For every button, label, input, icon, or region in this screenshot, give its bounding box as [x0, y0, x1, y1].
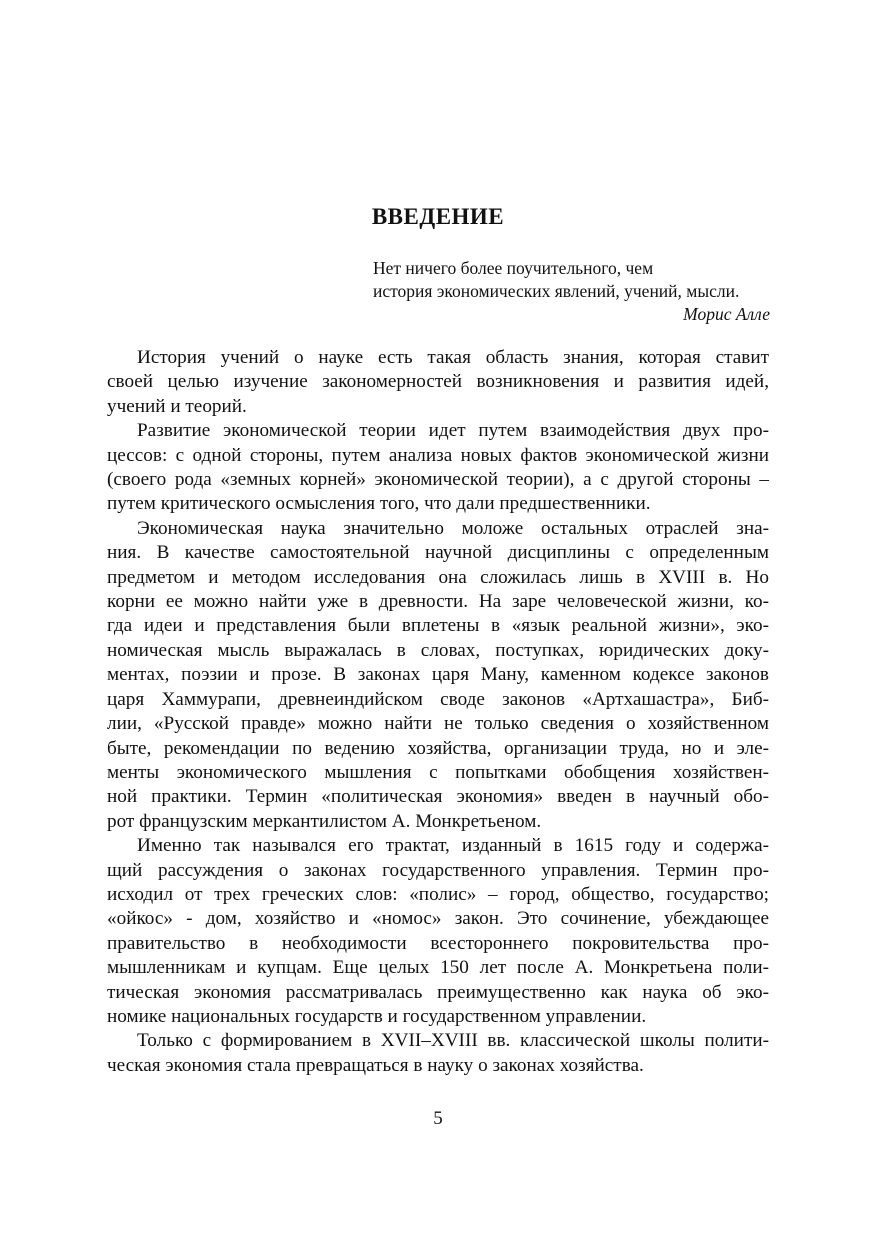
text-line: рот французским меркантилистом А. Монкретьеном.: [107, 810, 542, 832]
paragraph-4: [107, 834, 769, 1029]
text-line: быте, рекомендации по ведению хозяйства, организации труда, но и эле-: [107, 737, 769, 759]
text-line: «ойкос» - дом, хозяйство и «номос» закон. Это сочинение, убеждающее: [107, 908, 769, 930]
text-line: мышленникам и купцам. Еще целых 150 лет после А. Монкретьена поли-: [107, 957, 769, 979]
text-line: Экономическая наука значительно моложе остальных отраслей зна-: [137, 517, 769, 539]
text-line: ной практики. Термин «политическая экономия» введен в научный обо-: [107, 786, 769, 808]
text-line: гда идеи и представления были вплетены в «язык реальной жизни», эко-: [107, 615, 769, 637]
text-line: Именно так назывался его трактат, изданный в 1615 году и содержа-: [137, 835, 769, 857]
epigraph-line: история экономических явлений, учений, мысли.: [373, 281, 740, 301]
text-line: ния. В качестве самостоятельной научной дисциплины с определенным: [107, 542, 769, 564]
text-line: Только с формированием в XVII–XVIII вв. классической школы полити-: [137, 1030, 769, 1052]
text-line: (своего рода «земных корней» экономической теории), а с другой стороны –: [107, 469, 769, 491]
text-line: путем критического осмысления того, что дали предшественники.: [107, 493, 651, 515]
text-line: Развитие экономической теории идет путем взаимодействия двух про-: [137, 420, 769, 442]
text-line: цессов: с одной стороны, путем анализа новых фактов экономической жизни: [107, 444, 769, 466]
text-line: щий рассуждения о законах государственного управления. Термин про-: [107, 859, 769, 881]
text-line: исходил от трех греческих слов: «полис» – город, общество, государство;: [107, 883, 769, 905]
text-line: учений и теорий.: [107, 395, 247, 417]
page-title: ВВЕДЕНИЕ: [371, 204, 505, 229]
paragraph-5: [107, 1029, 769, 1078]
paragraph-3: [107, 517, 769, 834]
paragraph-1: [107, 346, 769, 419]
text-line: правительство в необходимости всестороннего покровительства про-: [107, 932, 769, 954]
text-line: История учений о науке есть такая область знания, которая ставит: [137, 347, 769, 368]
paragraph-2: [107, 419, 769, 517]
text-line: ментах, поэзии и прозе. В законах царя Ману, каменном кодексе законов: [107, 664, 769, 686]
text-line: ческая экономия стала превращаться в науку о законах хозяйства.: [107, 1054, 644, 1076]
text-line: царя Хаммурапи, древнеиндийском своде законов «Артхашастра», Биб-: [107, 688, 769, 710]
body-text: [107, 346, 769, 1078]
text-line: менты экономического мышления с попытками обобщения хозяйствен-: [107, 761, 769, 783]
text-line: корни ее можно найти уже в древности. На заре человеческой жизни, ко-: [107, 591, 769, 613]
epigraph-author: Морис Алле: [683, 304, 770, 324]
epigraph: [373, 257, 773, 326]
text-line: своей целью изучение закономерностей возникновения и развития идей,: [107, 371, 769, 393]
text-line: предметом и методом исследования она сложилась лишь в XVIII в. Но: [107, 566, 769, 588]
page-number: 5: [433, 1108, 443, 1129]
text-line: номике национальных государств и государственном управлении.: [107, 1005, 647, 1027]
text-line: тическая экономия рассматривалась преимущественно как наука об эко-: [107, 981, 769, 1003]
text-line: лии, «Русской правде» можно найти не только сведения о хозяйственном: [107, 713, 769, 735]
text-line: номическая мысль выражалась в словах, поступках, юридических доку-: [107, 639, 769, 661]
epigraph-line: Нет ничего более поучительного, чем: [373, 258, 654, 278]
